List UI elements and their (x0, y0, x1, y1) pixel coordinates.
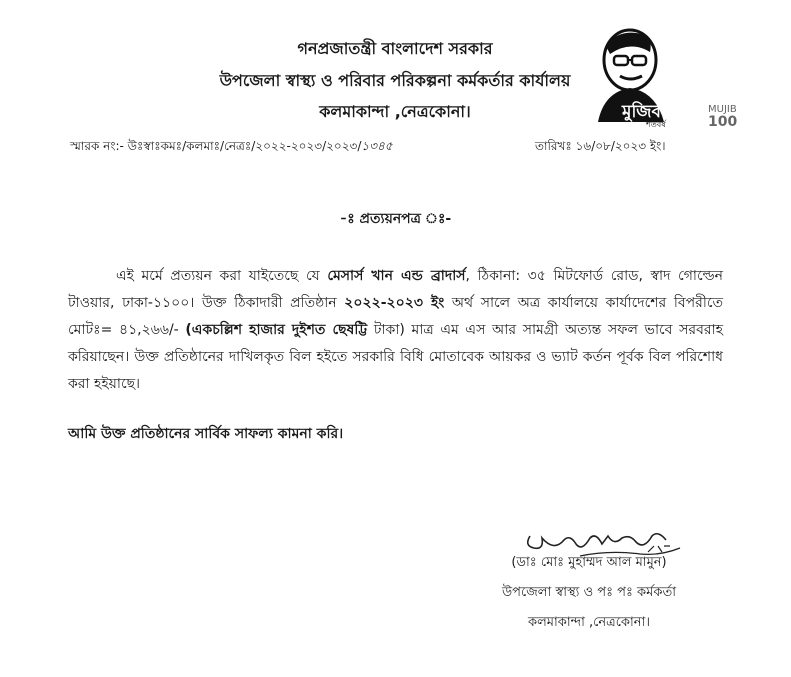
wish-statement: আমি উক্ত প্রতিষ্ঠানের সার্বিক সাফল্য কামনা করি। (68, 426, 344, 442)
body-part-3: অর্থ সালে অত্র কার্যালয়ে কার্যাদেশের বিপরীতে মোটঃ= ৪১,২৬৬/- (68, 295, 723, 338)
memo-number: ১৩৪৫ (361, 139, 393, 153)
certificate-title: -ঃ প্রত্যয়নপত্র ঃ- (339, 211, 452, 227)
signatory-name: (ডাঃ মোঃ মুহাম্মদ আল মামুন) (511, 555, 667, 570)
memo-prefix: স্মারক নং:- উঃস্বাঃকমঃ/কলমাঃ/নেত্রঃ/২০২২-২০২৩/২০২৩/ (70, 139, 362, 153)
logo-number-text: 100 (708, 114, 738, 130)
signatory-title: উপজেলা স্বাস্থ্য ও পঃ পঃ কর্মকর্তা (502, 585, 676, 600)
date-line: তারিখঃ ১৬/০৮/২০২৩ ইং। (535, 139, 666, 153)
signatory-place: কলমাকান্দা ,নেত্রকোনা। (528, 615, 650, 630)
fiscal-year: ২০২২-২০২৩ ইং (344, 295, 445, 311)
firm-name: মেসার্স খান এন্ড ব্রাদার্স (327, 268, 466, 284)
logo-sub-text: শতবর্ষ (646, 120, 666, 129)
body-part-2: , ঠিকানা: ৩৫ মিটফোর্ড রোড, স্বাদ গোল্ডেন টাওয়ার, ঢাকা-১১০০। উক্ত ঠিকাদারী প্রতিষ্ঠান (68, 268, 723, 311)
logo-bangla-text: মুজিব (622, 102, 661, 122)
body-part-4: টাকা) মাত্র এম এস আর সামগ্রী অত্যন্ত সফল ভাবে সরবরাহ করিয়াছেন। উক্ত প্রতিষ্ঠানের দাখিলকৃত বিল হইতে সরকারি বিধি মোতাবেক আয়কর ও ভ্যাট কর্তন পূর্বক বিল পরিশোধ করা হইয়াছে। (68, 322, 723, 392)
header-government: গনপ্রজাতন্ত্রী বাংলাদেশ সরকার (297, 39, 493, 58)
body-part-1: এই মর্মে প্রত্যয়ন করা যাইতেছে যে (116, 268, 328, 284)
certificate-body (68, 263, 723, 398)
amount-in-words: (একচল্লিশ হাজার দুইশত ছেষট্টি (185, 322, 368, 338)
header-office: উপজেলা স্বাস্থ্য ও পরিবার পরিকল্পনা কর্মকর্তার কার্যালয় (219, 71, 571, 90)
header-location: কলমাকান্দা ,নেত্রকোনা। (319, 102, 471, 121)
logo-en-text: MUJIB (708, 104, 737, 115)
memo-line (70, 138, 393, 158)
mujib-100-logo (590, 22, 740, 130)
